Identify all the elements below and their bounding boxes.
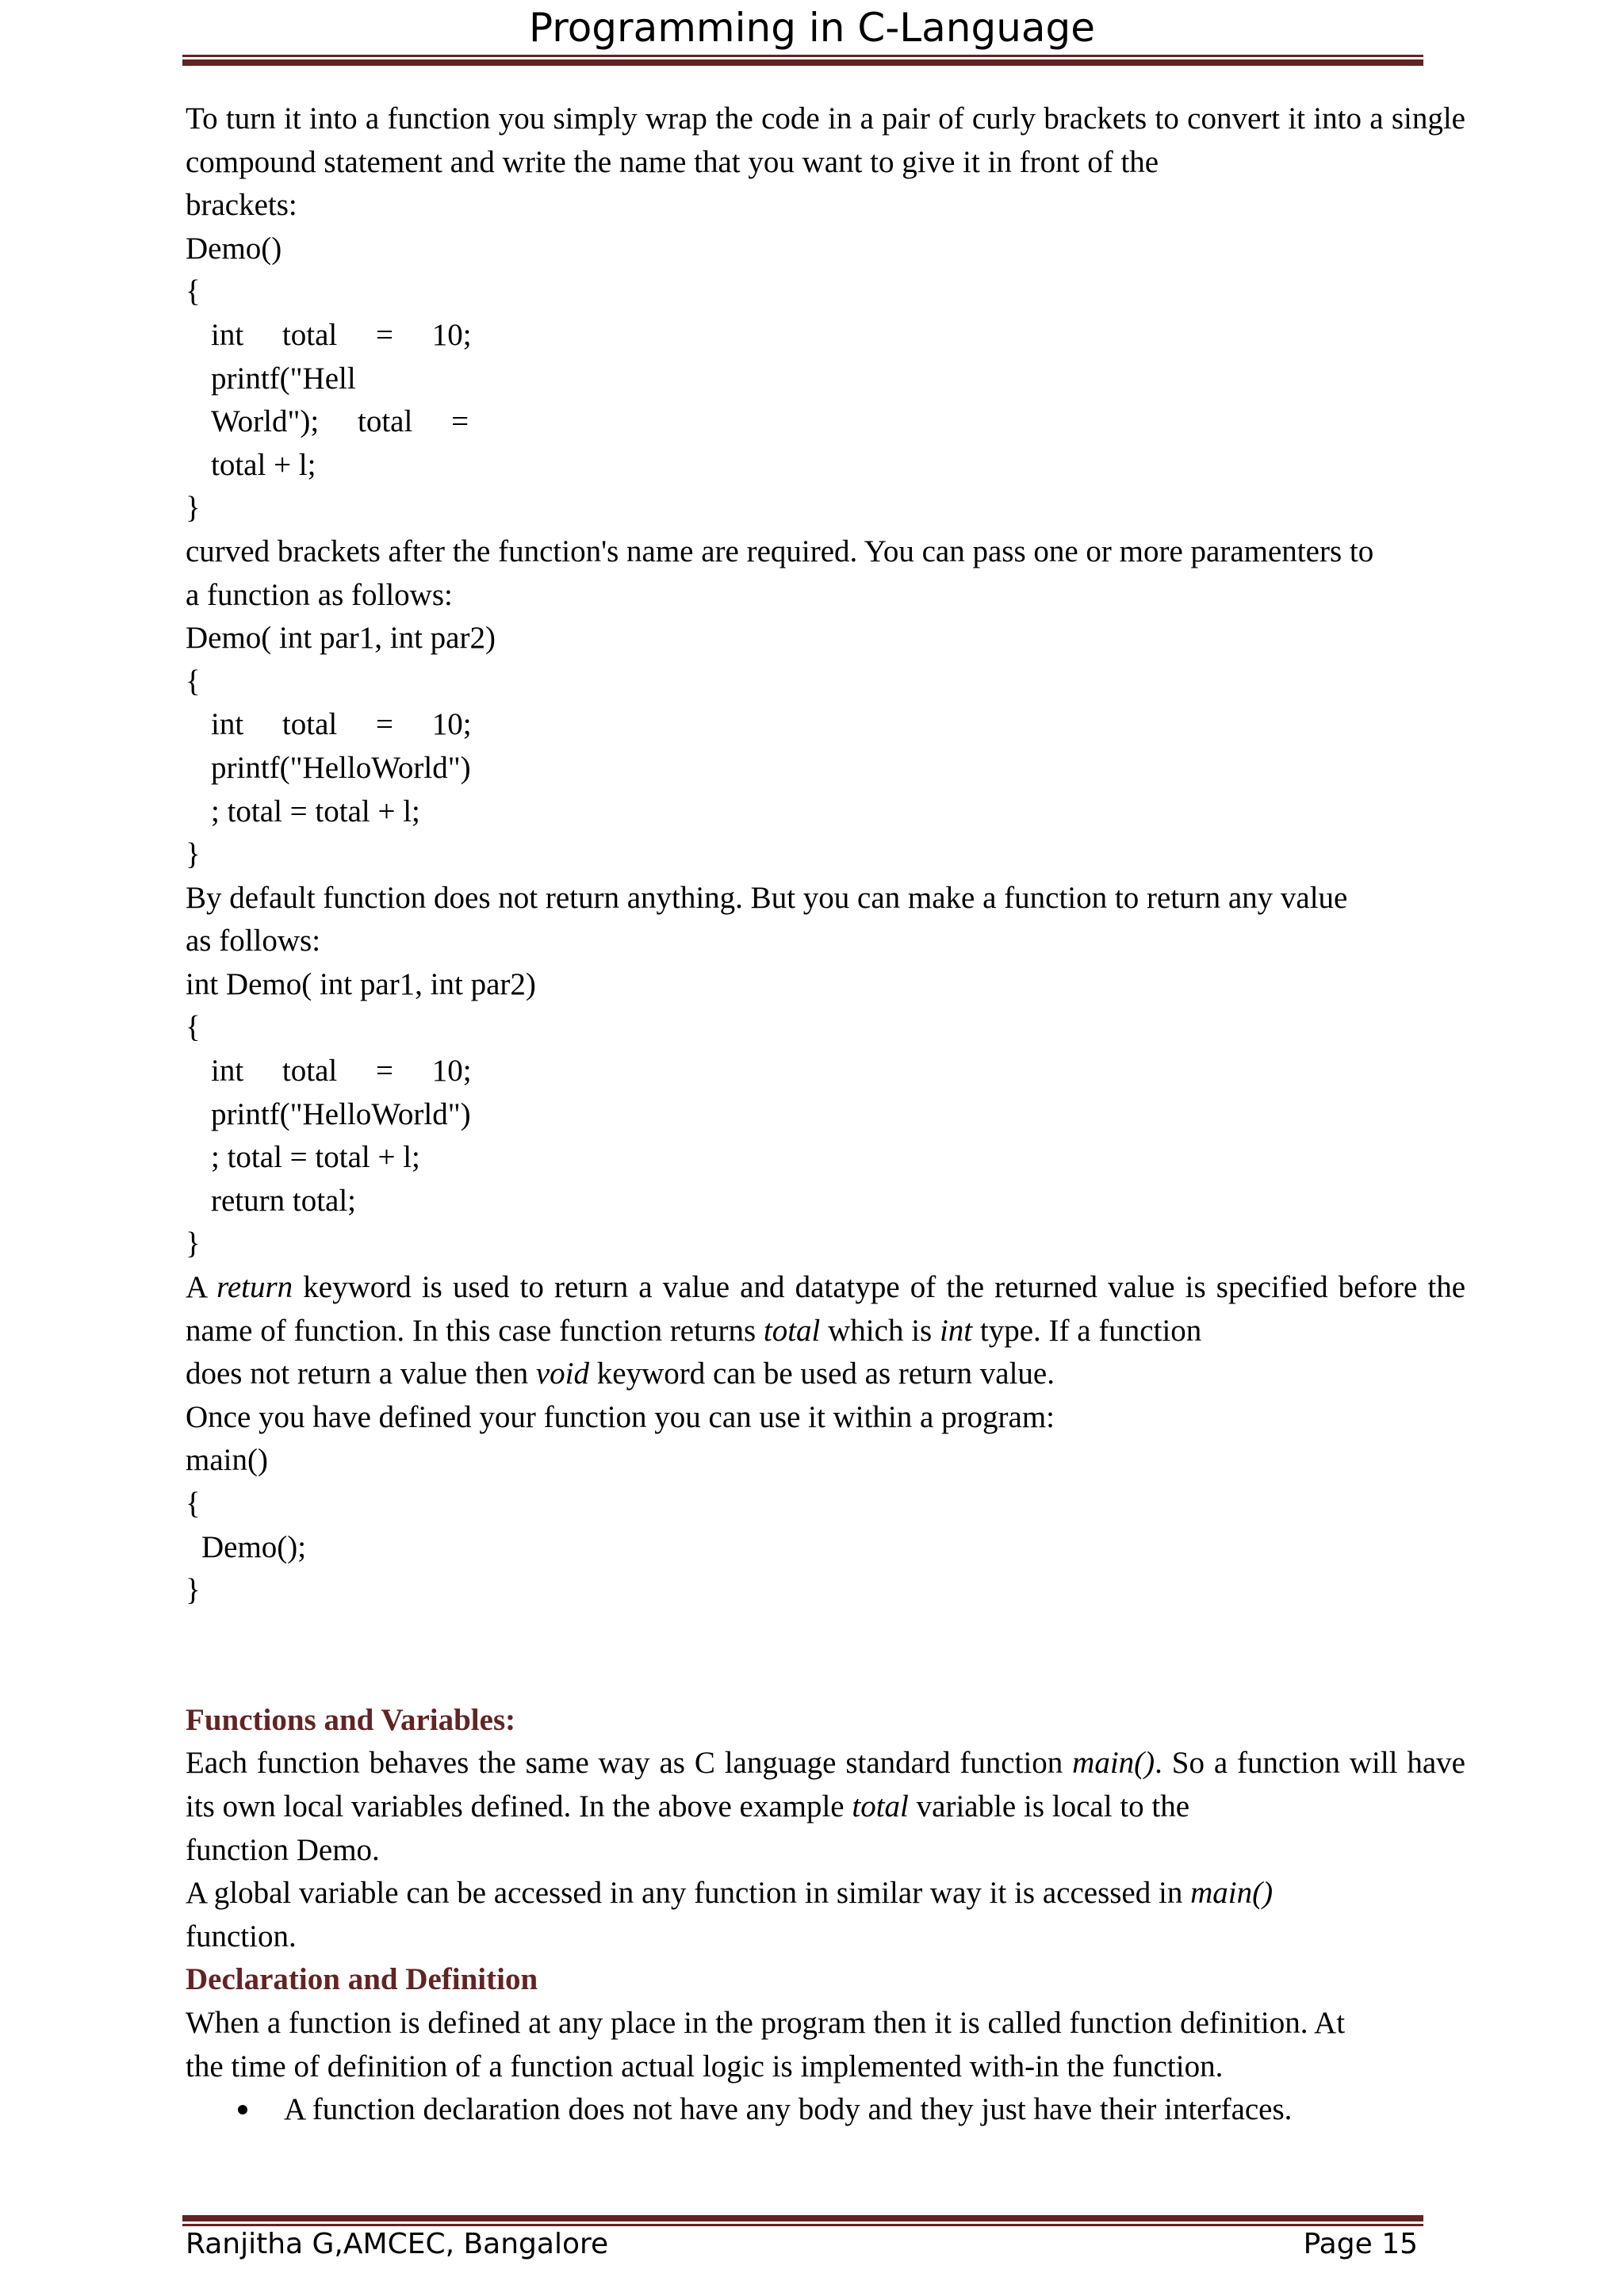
page-body: [186, 98, 1465, 2132]
text-run: Each function behaves the same way as C language standard function: [186, 1746, 1073, 1781]
code-line: Demo( int par1, int par2): [186, 621, 496, 656]
code-block-2: [186, 617, 1465, 877]
functions-variables-paragraph-2: [186, 1872, 1465, 1958]
text-run: keyword is used to return a value and datatype of the returned value is specified before the name of function. In this case function returns: [186, 1270, 1466, 1348]
code-line: int total = 10;: [211, 707, 472, 742]
code-line: }: [186, 1573, 201, 1608]
text-run-italic: main(): [1190, 1876, 1274, 1911]
code-line: int total = 10;: [211, 317, 472, 352]
code-line: printf("HelloWorld"): [211, 1096, 471, 1131]
text-run: variable is local to the: [908, 1789, 1190, 1823]
text-run: which is: [820, 1313, 940, 1348]
text-run: A global variable can be accessed in any function in similar way it is accessed in: [186, 1876, 1191, 1911]
text-run: function Demo.: [186, 1832, 380, 1867]
text-run-italic: int: [939, 1313, 973, 1348]
text-run-italic: void: [535, 1357, 590, 1391]
bullet-list-item: [186, 2088, 1465, 2132]
code-line: {: [186, 1487, 201, 1521]
params-line-2: a function as follows:: [186, 577, 453, 612]
text-run: does not return a value then: [186, 1357, 536, 1391]
text-run: keyword can be used as return value.: [589, 1357, 1055, 1391]
code-block-1: [186, 228, 1465, 530]
code-line: ; total = total + l;: [211, 1140, 420, 1175]
intro-last-line: brackets:: [186, 188, 297, 223]
code-line: {: [186, 664, 201, 698]
code-line: {: [186, 1010, 201, 1045]
text-run: When a function is defined at any place in the program then it is called function definition. At: [186, 2005, 1346, 2040]
declaration-definition-paragraph: [186, 2002, 1465, 2088]
code-block-3: [186, 963, 1465, 1266]
text-run: type. If a function: [972, 1313, 1202, 1348]
code-line: {: [186, 274, 201, 309]
code-line: }: [186, 1226, 201, 1261]
text-run-italic: total: [763, 1313, 821, 1348]
text-run: A: [186, 1270, 217, 1305]
blank-space: [186, 1613, 1465, 1699]
code-line: int total = 10;: [211, 1054, 472, 1089]
return-intro-line-2: as follows:: [186, 924, 321, 959]
code-line: Demo();: [201, 1529, 307, 1564]
params-line-1: curved brackets after the function's name are required. You can pass one or more paramenters to: [186, 534, 1374, 568]
code-line: printf("Hell: [211, 361, 356, 396]
code-line: return total;: [211, 1183, 357, 1218]
return-intro-line-1: By default function does not return anything. But you can make a function to return any value: [186, 880, 1348, 915]
return-keyword-paragraph: [186, 1266, 1465, 1396]
code-line: }: [186, 837, 201, 872]
header-rule-thick: [182, 59, 1423, 66]
text-run-italic: main(): [1072, 1746, 1155, 1781]
usage-paragraph: Once you have defined your function you can use it within a program:: [186, 1399, 1055, 1434]
footer-author: Ranjitha G,AMCEC, Bangalore: [186, 2228, 609, 2260]
footer-rule-thick: [182, 2215, 1423, 2221]
code-line: total + l;: [211, 447, 316, 482]
footer-page-number: Page 15: [1303, 2228, 1418, 2260]
text-run: the time of definition of a function actual logic is implemented with-in the function.: [186, 2049, 1224, 2084]
code-block-4: [186, 1439, 1465, 1612]
text-run: function.: [186, 1919, 297, 1954]
code-line: int Demo( int par1, int par2): [186, 966, 536, 1001]
bullet-icon: [238, 2105, 247, 2114]
code-line: }: [186, 491, 201, 526]
code-line: ; total = total + l;: [211, 794, 420, 828]
intro-text: To turn it into a function you simply wrap the code in a pair of curly brackets to convert it into a single compound statement and write the name that you want to give it in front of the: [186, 101, 1465, 179]
text-run-italic: return: [216, 1270, 293, 1305]
intro-paragraph: [186, 98, 1465, 228]
return-intro-paragraph: [186, 877, 1465, 963]
page-header-title: Programming in C-Language: [528, 5, 1096, 51]
code-line: main(): [186, 1443, 268, 1478]
section-heading-functions-variables: Functions and Variables:: [186, 1702, 516, 1737]
header-rule-thin: [182, 55, 1423, 57]
code-line: Demo(): [186, 231, 282, 266]
code-line: printf("HelloWorld"): [211, 750, 471, 785]
text-run: . So a function will have its own local variables defined. In the above example: [186, 1746, 1465, 1823]
params-paragraph: [186, 530, 1465, 617]
functions-variables-paragraph-1: [186, 1742, 1465, 1872]
section-heading-declaration-definition: Declaration and Definition: [186, 1962, 538, 1997]
bullet-text: A function declaration does not have any body and they just have their interfaces.: [284, 2092, 1293, 2127]
text-run-italic: total: [852, 1789, 909, 1823]
code-line: World"); total =: [211, 404, 469, 439]
